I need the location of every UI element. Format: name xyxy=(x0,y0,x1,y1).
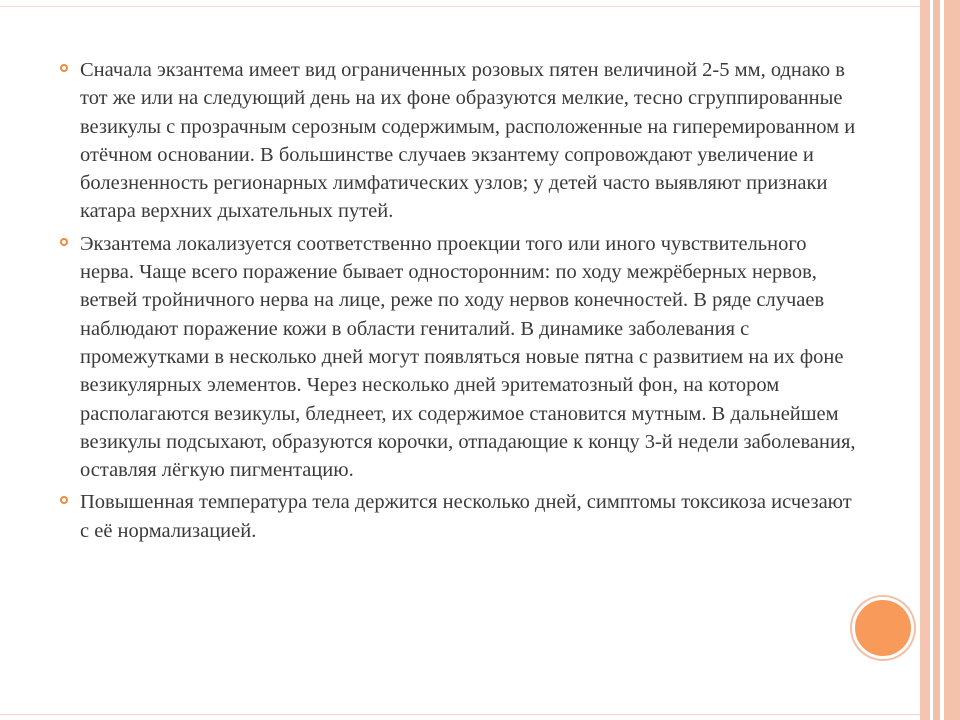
decorative-stripe xyxy=(944,0,960,720)
slide-content xyxy=(60,56,860,549)
bullet-item xyxy=(60,488,860,545)
frame-top-line xyxy=(0,6,920,7)
decorative-stripe xyxy=(933,0,940,720)
bullet-circle-icon xyxy=(60,64,68,72)
bullet-circle-icon xyxy=(60,496,68,504)
bullet-circle-icon xyxy=(60,238,68,246)
bullet-item xyxy=(60,230,860,485)
bullet-text: Повышенная температура тела держится несколько дней, симптомы токсикоза исчезают с её нормализацией. xyxy=(80,491,852,542)
bullet-text: Экзантема локализуется соответственно проекции того или иного чувствительного нерва. Чаще всего поражение бывает односторонним: по ходу межрёберных нервов, ветвей тройничного нерва на лице, реже по ходу нервов конечностей. В ряде случаев наблюдают поражение кожи в области гениталий. В динамике заболевания с промежутками в несколько дней могут появляться новые пятна с развитием на их фоне везикулярных элементов. Через несколько дней эритематозный фон, на котором располагаются везикулы, бледнеет, их содержимое становится мутным. В дальнейшем везикулы подсыхают, образуются корочки, отпадающие к концу 3-й недели заболевания, оставляя лёгкую пигментацию. xyxy=(80,232,856,482)
bullet-item xyxy=(60,56,860,226)
bullet-text: Сначала экзантема имеет вид ограниченных розовых пятен величиной 2-5 мм, однако в тот же или на следующий день на их фоне образуются мелкие, тесно сгруппированные везикулы с прозрачным серозным содержимым, расположенные на гиперемированном и отёчном основании. В большинстве случаев экзантему сопровождают увеличение и болезненность регионарных лимфатических узлов; у детей часто выявляют признаки катара верхних дыхательных путей. xyxy=(80,59,856,223)
decorative-circle xyxy=(852,597,914,659)
decorative-stripe xyxy=(920,0,930,720)
frame-bottom-line xyxy=(0,714,920,715)
